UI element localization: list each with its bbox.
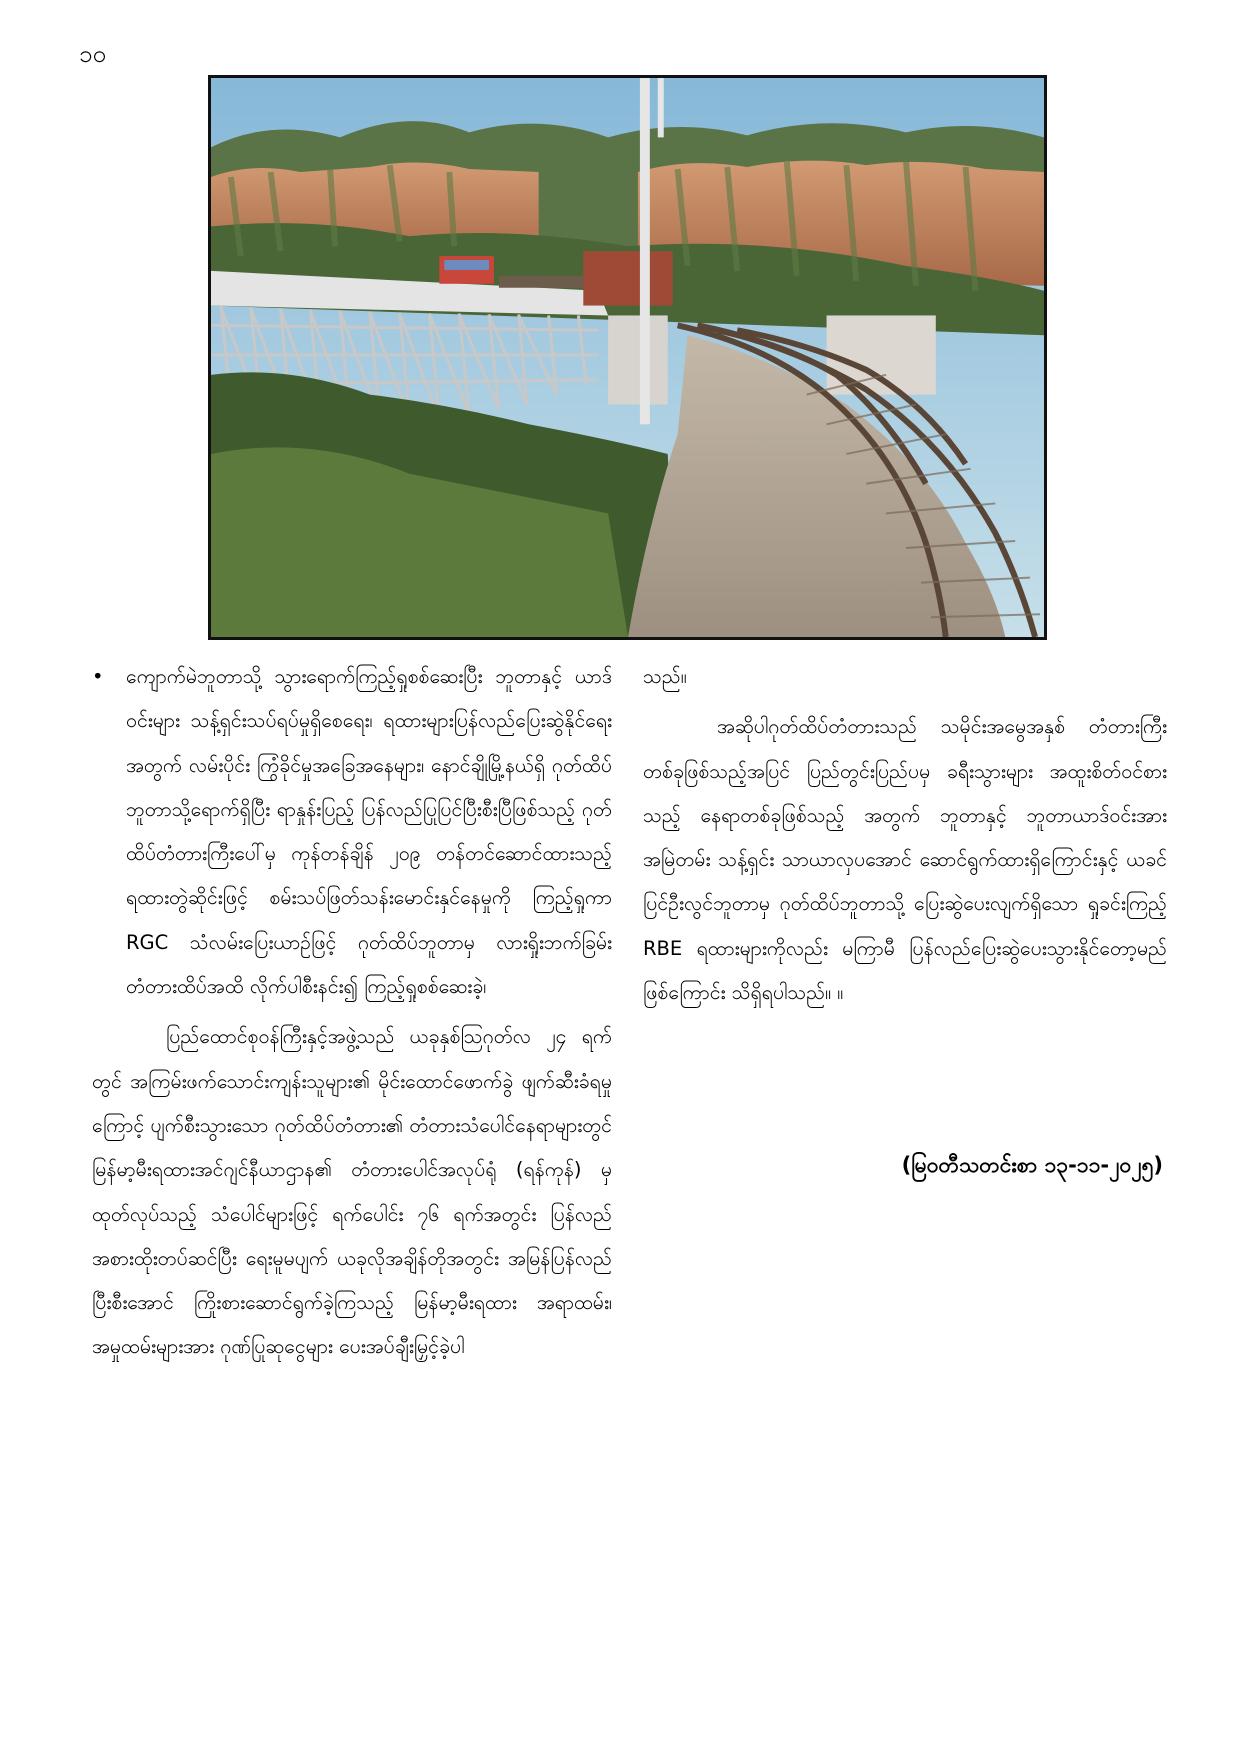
bullet-text: ကျောက်မဲဘူတာသို့ သွားရောက်ကြည့်ရှုစစ်ဆေးပြီး ဘူတာနှင့် ယာဒ်ဝင်းများ သန့်ရှင်းသပ်ရပ်မှုရှိစေရေး၊ ရထားများပြန်လည်ပြေးဆွဲနိုင်ရေးအတွက် လမ်းပိုင်း ကြွံခိုင်မှုအခြေအနေများ၊ နောင်ချိုမြို့နယ်ရှိ ဂုတ်ထိပ်ဘူတာသို့ရောက်ရှိပြီး ရာနှုန်းပြည့် ပြန်လည်ပြုပြင်ပြီးစီးပြီဖြစ်သည့် ဂုတ်ထိပ်တံတားကြီးပေါ်မှ ကုန်တန်ချိန် ၂၀၉ တန်တင်ဆောင်ထားသည့် ရထားတွဲဆိုင်းဖြင့် စမ်းသပ်ဖြတ်သန်းမောင်းနှင်နေမှုကို ကြည့်ရှုကာ RGC သံလမ်းပြေးယာဉ်ဖြင့် ဂုတ်ထိပ်ဘူတာမှ လားရှိုးဘက်ခြမ်းတံတားထိပ်အထိ လိုက်ပါစီးနင်း၍ ကြည့်ရှုစစ်ဆေးခဲ့၊ [126,665,612,999]
source-credit: (မြဝတီသတင်းစာ ၁၃-၁၁-၂၀၂၅) [901,1153,1163,1177]
paragraph-2-end: သည်။ [643,665,687,688]
page-number: ၁၀ [79,40,106,68]
bridge-photo [208,75,1047,640]
left-column [92,655,612,1370]
bullet-icon: • [92,665,104,688]
paragraph-2: ပြည်ထောင်စုဝန်ကြီးနှင့်အဖွဲ့သည် ယခုနှစ်ဩဂုတ်လ ၂၄ ရက်တွင် အကြမ်းဖက်သောင်းကျန်းသူများ၏ မိုင်းထောင်ဖောက်ခွဲ ဖျက်ဆီးခံရမှုကြောင့် ပျက်စီးသွားသော ဂုတ်ထိပ်တံတား၏ တံတားသံပေါင်နေရာများတွင် မြန်မာ့မီးရထားအင်ဂျင်နီယာဌာန၏ တံတားပေါင်အလုပ်ရုံ (ရန်ကုန်) မှ ထုတ်လုပ်သည့် သံပေါင်များဖြင့် ရက်ပေါင်း ၇၆ ရက်အတွင်း ပြန်လည်အစားထိုးတပ်ဆင်ပြီး ရေးမူမပျက် ယခုလိုအချိန်တိုအတွင်း အမြန်ပြန်လည်ပြီးစီးအောင် ကြိုးစားဆောင်ရွက်ခဲ့ကြသည့် မြန်မာ့မီးရထား အရာထမ်း၊ အမှုထမ်းများအား ဂုဏ်ပြုဆုငွေများ ပေးအပ်ချီးမြှင့်ခဲ့ပါ [92,1025,612,1359]
bridge-photo-illustration [211,78,1044,637]
right-column [643,655,1167,1015]
bullet-paragraph [92,655,612,1009]
paragraph-3: အဆိုပါဂုတ်ထိပ်တံတားသည် သမိုင်းအမွေအနှစ် တံတားကြီး တစ်ခုဖြစ်သည့်အပြင် ပြည်တွင်းပြည်ပမှ ခရီးသွားများ အထူးစိတ်ဝင်စားသည့် နေရာတစ်ခုဖြစ်သည့် အတွက် ဘူတာနှင့် ဘူတာယာဒ်ဝင်းအား အမြဲတမ်း သန့်ရှင်း သာယာလှပအောင် ဆောင်ရွက်ထားရှိကြောင်းနှင့် ယခင် ပြင်ဦးလွင်ဘူတာမှ ဂုတ်ထိပ်ဘူတာသို့ ပြေးဆွဲပေးလျက်ရှိသော ရှုခင်းကြည့် RBE ရထားများကိုလည်း မကြာမီ ပြန်လည်ပြေးဆွဲပေးသွားနိုင်တော့မည်ဖြစ်ကြောင်း သိရှိရပါသည်။ ။ [643,715,1167,1005]
